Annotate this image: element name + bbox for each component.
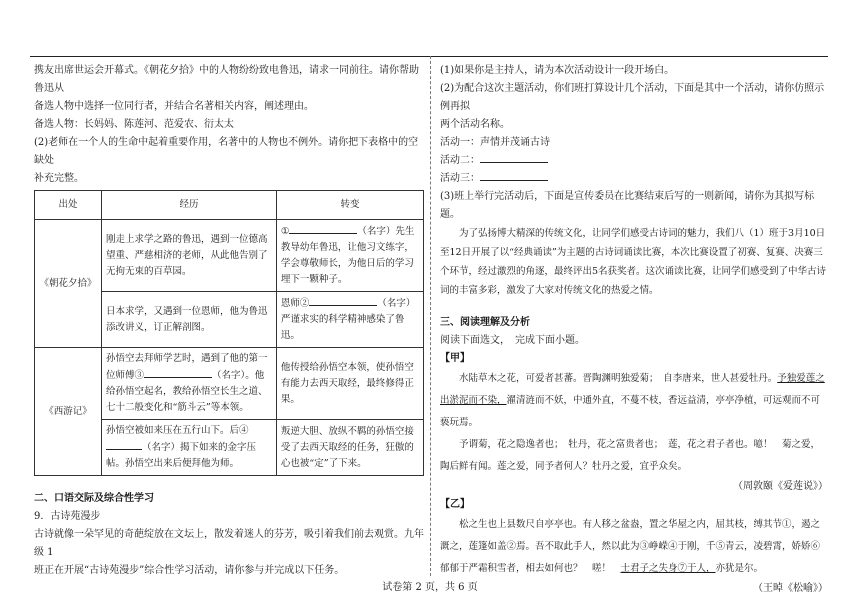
- task-2-line-2: 两个活动名称。: [440, 119, 510, 130]
- source-xiyou: 《西游记》: [35, 348, 102, 476]
- left-column: [34, 62, 424, 580]
- header-change: 转变: [276, 191, 423, 220]
- underlined-sentence-jia: 予独爱莲之出淤泥而不染，: [440, 373, 825, 406]
- activity-2: 活动二：: [440, 152, 828, 170]
- passage-jia-para-2: 予谓菊，花之隐逸者也； 牡丹，花之富贵者也； 莲，花之君子者也。噫！ 菊之爱，陶后鲜有闻。莲之爱，同予者何人？牡丹之爱，宜乎众矣。: [440, 439, 821, 472]
- intro-line-1: 携友出席世运会开幕式。《朝花夕拾》中的人物纷纷致电鲁迅，请求一同前往。请你帮助鲁迅从: [34, 65, 419, 94]
- passage-jia-para-1: 水陆草木之花，可爱者甚蕃。晋陶渊明独爱菊； 自李唐来，世人甚爱牡丹。予独爱莲之出淤泥而不染，濯清涟而不妖，中通外直，不蔓不枝，香远益清，亭亭净植，可远观而不可亵玩焉。: [440, 373, 825, 428]
- question-9-title: 9．古诗苑漫步: [34, 511, 101, 522]
- activity-2-blank[interactable]: [480, 152, 548, 163]
- experience-cell-1: 刚走上求学之路的鲁迅，遇到一位德高望重、严慈相济的老师，从此他告别了无拘无束的百草园。: [102, 220, 277, 292]
- news-text: 为了弘扬博大精深的传统文化，让同学们感受古诗词的魅力，我们八（1）班于3月10日至12日开展了以“经典诵读”为主题的古诗词诵读比赛，本次比赛设置了初赛、复赛、决赛三个环节，经过激烈的角逐，最终评出5名获奖者。这次诵读比赛，让同学们感受到了中华古诗词的丰富多彩，激发了大家对传统文化的热爱之情。: [440, 228, 827, 296]
- question-9-line-1: 古诗就像一朵罕见的奇葩绽放在文坛上，散发着迷人的芬芳，吸引着我们前去观赏。九年级 1: [34, 529, 424, 558]
- source-zhaohua: 《朝花夕拾》: [35, 220, 102, 348]
- passage-jia-citation: （周敦颐《爱莲说》）: [733, 481, 828, 492]
- experience-cell-2: 日本求学，又遇到一位恩师，他为鲁迅添改讲义，订正解剖图。: [102, 292, 277, 348]
- answer-blank-4[interactable]: [106, 439, 142, 450]
- column-divider: [430, 56, 431, 576]
- task-1: (1)如果你是主持人，请为本次活动设计一段开场白。: [440, 65, 675, 76]
- task-3: (3)班上举行完活动后，下面是宣传委员在比赛结束后写的一则新闻，请你为其拟写标题。: [440, 191, 815, 220]
- answer-blank-2[interactable]: [309, 295, 377, 306]
- right-column: [440, 62, 828, 598]
- page-footer: 试卷第 2 页，共 6 页: [382, 582, 478, 593]
- activity-1: 活动一：声情并茂诵古诗: [440, 137, 550, 148]
- change-cell-2: 恩师② （名字）严谨求实的科学精神感染了鲁迅。: [276, 292, 423, 348]
- answer-blank-3[interactable]: [144, 367, 212, 378]
- experience-table: [34, 190, 424, 476]
- task-2-line-1: (2)为配合这次主题活动，你们班打算设计几个活动，下面是其中一个活动，请你仿照示例再拟: [440, 83, 825, 112]
- passage-yi-label: 【乙】: [440, 499, 470, 510]
- candidates: 备选人物：长妈妈、陈莲河、范爱农、衍太太: [34, 119, 234, 130]
- section-3-title: 三、阅读理解及分析: [440, 317, 530, 328]
- passage-jia-label: 【甲】: [440, 353, 470, 364]
- activity-3: 活动三：: [440, 170, 828, 188]
- passage-yi-citation: （王晫《松喻》）: [753, 583, 828, 594]
- experience-cell-4: 孙悟空被如来压在五行山下。后④（名字）揭下如来的金字压帖。孙悟空出来后便拜他为师。: [102, 420, 277, 476]
- question-2-line-1: (2)老师在一个人的生命中起着重要作用，名著中的人物也不例外。请你把下表格中的空缺处: [34, 137, 419, 166]
- header-rule: [30, 56, 828, 57]
- question-2-line-2: 补充完整。: [34, 173, 84, 184]
- answer-blank-1[interactable]: [289, 223, 357, 234]
- header-experience: 经历: [102, 191, 277, 220]
- section-2-title: 二、口语交际及综合性学习: [34, 493, 154, 504]
- change-cell-4: 叛逆大胆、放纵不羁的孙悟空接受了去西天取经的任务，狂傲的心也被“定”了下来。: [276, 420, 423, 476]
- question-9-line-2: 班正在开展“古诗苑漫步”综合性学习活动，请你参与并完成以下任务。: [34, 565, 345, 576]
- reading-prompt: 阅读下面选文， 完成下面小题。: [440, 335, 585, 346]
- change-cell-1: ① （名字）先生教导幼年鲁迅，让他习文练字，学会尊敬师长，为他日后的学习埋下一颗种子。: [276, 220, 423, 292]
- activity-3-blank[interactable]: [480, 170, 548, 181]
- header-source: 出处: [35, 191, 102, 220]
- passage-yi-para-1: 松之生也上县数尺自亭亭也。有人移之盆盎，置之华屋之内，屈其枝，缚其节①，遏之溉之，莲篷如盖②焉。吾不取此手人，然以此为③峥嵘④于刚，千⑤青云，凌碧霄，娇娇⑥郁郁于严霜积雪者，相去如何也？ 嗟！ 士君子之失身⑦于人，亦犹是尔。: [440, 519, 821, 574]
- underlined-sentence-yi: 士君子之失身⑦于人，: [620, 563, 716, 574]
- change-cell-3: 他传授给孙悟空本领，使孙悟空有能力去西天取经，最终修得正果。: [276, 348, 423, 420]
- intro-line-2: 备选人物中选择一位同行者，并结合名著相关内容，阐述理由。: [34, 101, 314, 112]
- experience-cell-3: 孙悟空去拜师学艺时，遇到了他的第一位师傅③ （名字）。他给孙悟空起名，教给孙悟空长生之道、七十二般变化和“筋斗云”等本领。: [102, 348, 277, 420]
